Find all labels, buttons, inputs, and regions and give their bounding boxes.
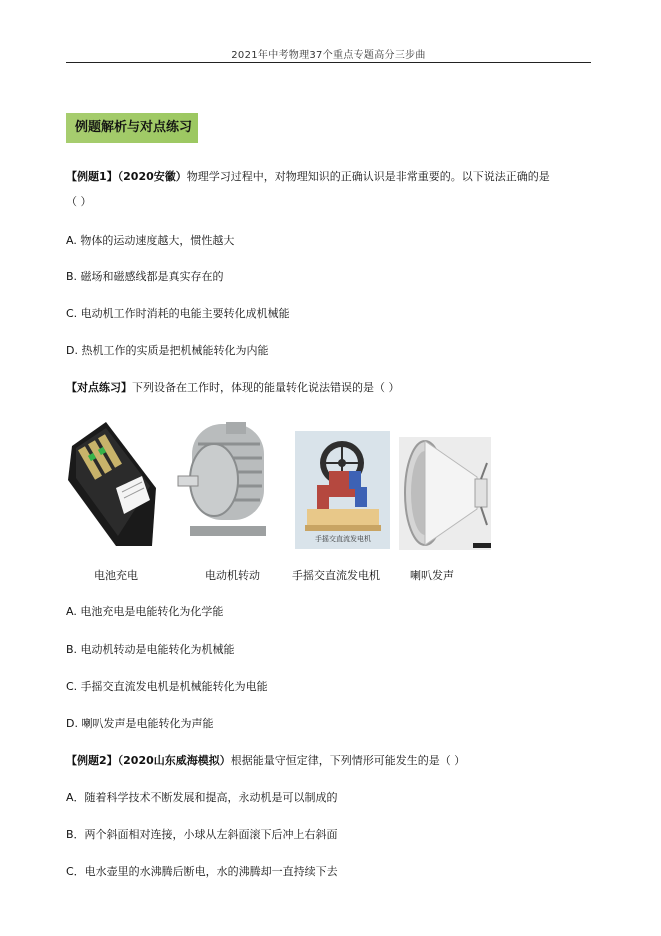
hand-crank-generator-icon xyxy=(295,431,390,549)
electric-motor-icon xyxy=(176,414,276,550)
practice-option-c: C. 手摇交直流发电机是机械能转化为电能 xyxy=(66,680,268,693)
example2-stem-line xyxy=(66,753,465,769)
header-divider xyxy=(66,62,591,63)
example2-source: （2020山东威海模拟） xyxy=(117,754,231,767)
caption-horn-sound: 喇叭发声 xyxy=(410,569,454,582)
example1-option-a: A. 物体的运动速度越大，惯性越大 xyxy=(66,234,235,247)
generator-inner-label: 手摇交直流发电机 xyxy=(315,535,371,543)
caption-motor-running: 电动机转动 xyxy=(205,569,260,582)
practice-stem-line xyxy=(66,380,400,396)
example1-stem-line xyxy=(66,169,550,185)
example1-stem: 物理学习过程中，对物理知识的正确认识是非常重要的。以下说法正确的是 xyxy=(186,170,550,183)
example2-option-a: A．随着科学技术不断发展和提高，永动机是可以制成的 xyxy=(66,791,338,804)
example1-tag: 【例题1】 xyxy=(66,170,118,183)
example1-answer-bracket: （ ） xyxy=(66,195,92,208)
example2-stem: 根据能量守恒定律，下列情形可能发生的是（ ） xyxy=(230,754,466,767)
practice-stem: 下列设备在工作时，体现的能量转化说法错误的是（ ） xyxy=(132,381,400,394)
example2-option-c: C．电水壶里的水沸腾后断电，水的沸腾却一直持续下去 xyxy=(66,865,338,878)
page-header: 2021年中考物理37个重点专题高分三步曲 xyxy=(231,50,426,61)
practice-option-b: B. 电动机转动是电能转化为机械能 xyxy=(66,643,235,656)
caption-battery-charging: 电池充电 xyxy=(94,569,138,582)
practice-option-d: D. 喇叭发声是电能转化为声能 xyxy=(66,717,214,730)
example2-tag: 【例题2】 xyxy=(66,754,118,767)
example1-option-d: D. 热机工作的实质是把机械能转化为内能 xyxy=(66,344,269,357)
battery-charger-icon xyxy=(66,418,158,550)
horn-speaker-icon xyxy=(399,437,491,550)
example2-option-b: B．两个斜面相对连接，小球从左斜面滚下后冲上右斜面 xyxy=(66,828,338,841)
section-banner: 例题解析与对点练习 xyxy=(66,113,198,143)
caption-hand-crank-generator: 手摇交直流发电机 xyxy=(292,569,380,582)
practice-tag: 【对点练习】 xyxy=(66,381,132,394)
example1-option-c: C. 电动机工作时消耗的电能主要转化成机械能 xyxy=(66,307,290,320)
practice-option-a: A. 电池充电是电能转化为化学能 xyxy=(66,605,224,618)
example1-source: （2020安徽） xyxy=(117,170,187,183)
example1-option-b: B. 磁场和磁感线都是真实存在的 xyxy=(66,270,224,283)
